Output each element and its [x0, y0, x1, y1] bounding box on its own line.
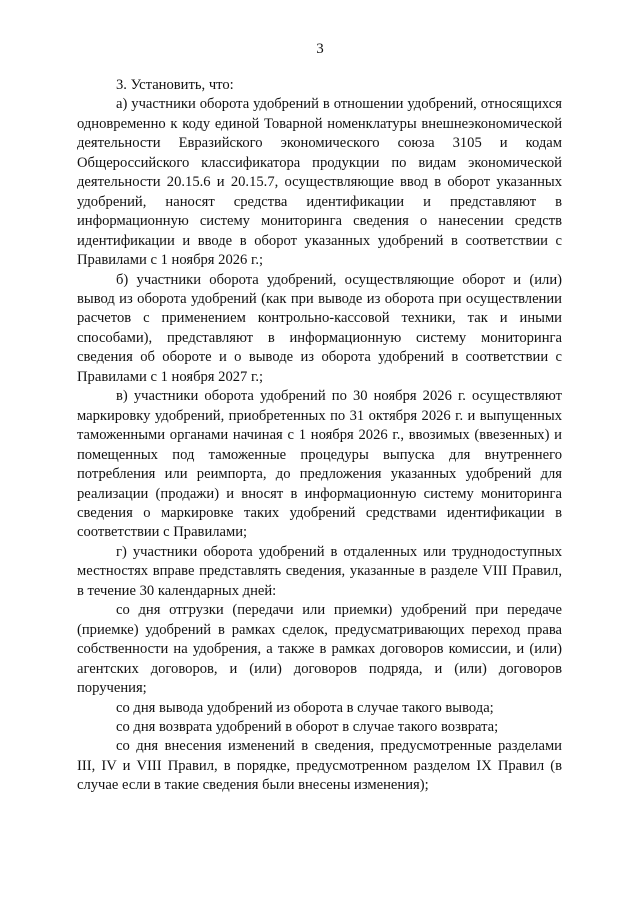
paragraph-subclause-b: б) участники оборота удобрений, осуществляющие оборот и (или) вывод из оборота удобрений (как при выводе из оборота при осуществлении расчетов с применением контрольно-кассовой техники, так и иными способами), представляют в информационную систему мониторинга сведения об обороте и о выводе из оборота удобрений в соответствии с Правилами с 1 ноября 2027 г.; [77, 271, 562, 385]
paragraph-subclause-v: в) участники оборота удобрений по 30 ноября 2026 г. осуществляют маркировку удобрений, приобретенных по 31 октября 2026 г. и выпущенных таможенными органами начиная с 1 ноября 2026 г., ввозимых (ввезенных) и помещенных под таможенные процедуры выпуска для внутреннего потребления или реимпорта, до предложения указанных удобрений для реализации (продажи) и вносят в информационную систему мониторинга сведения о маркировке таких удобрений средствами идентификации в соответствии с Правилами; [77, 388, 562, 541]
paragraph-shipment-day: со дня отгрузки (передачи или приемки) удобрений при передаче (приемке) удобрений в рамках сделок, предусматривающих переход права собственности на удобрения, а также в рамках договоров комиссии, и (или) агентских договоров, и (или) договоров подряда, и (или) договоров поручения; [77, 602, 562, 697]
document-body [77, 76, 562, 796]
paragraph-return-day: со дня возврата удобрений в оборот в случае такого возврата; [116, 718, 499, 735]
paragraph-subclause-a: а) участники оборота удобрений в отношении удобрений, относящихся одновременно к коду единой Товарной номенклатуры внешнеэкономической деятельности Евразийского экономического союза 3105 и кодам Общероссийского классификатора продукции по видам экономической деятельности 20.15.6 и 20.15.7, осуществляющие ввод в оборот указанных удобрений, наносят средства идентификации и представляют в информационную систему мониторинга сведения о нанесении средств идентификации и вводе в оборот указанных удобрений в соответствии с Правилами с 1 ноября 2026 г.; [77, 96, 562, 269]
paragraph-withdrawal-day: со дня вывода удобрений из оборота в случае такого вывода; [116, 699, 494, 716]
page-number: 3 [316, 41, 324, 57]
paragraph-clause-3: 3. Установить, что: [116, 77, 234, 93]
paragraph-changes-day: со дня внесения изменений в сведения, предусмотренные разделами III, IV и VIII Правил, в порядке, предусмотренном разделом IX Правил (в случае если в такие сведения были внесены изменения); [77, 738, 562, 794]
paragraph-subclause-g: г) участники оборота удобрений в отдаленных или труднодоступных местностях вправе представлять сведения, указанные в разделе VIII Правил, в течение 30 календарных дней: [77, 543, 562, 599]
